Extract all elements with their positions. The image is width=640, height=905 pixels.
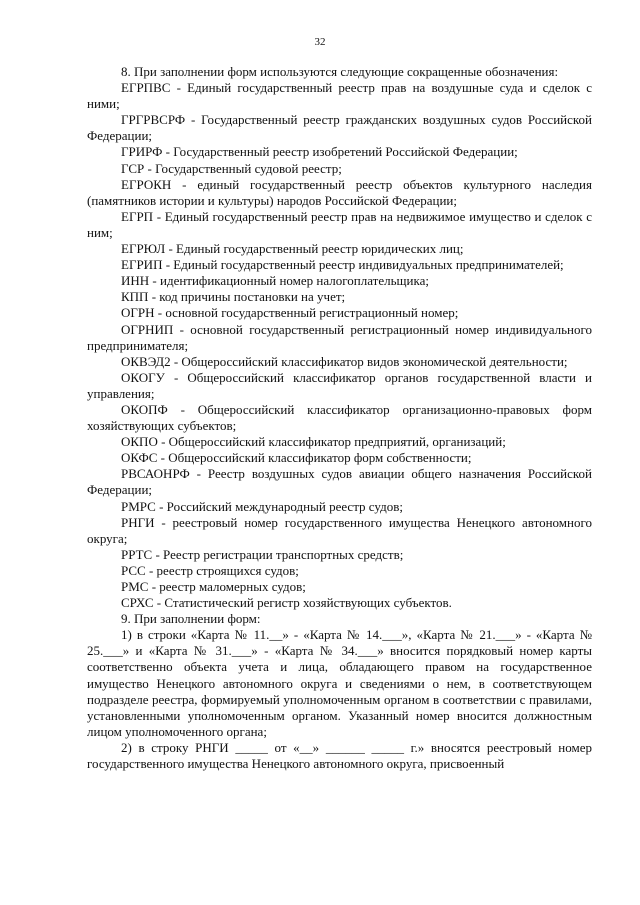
paragraph-kpp: КПП - код причины постановки на учет; bbox=[121, 289, 346, 305]
paragraph-okopf: ОКОПФ - Общероссийский классификатор организационно-правовых форм хозяйствующих субъектов; bbox=[87, 401, 596, 434]
paragraph-egrpvs: ЕГРПВС - Единый государственный реестр прав на воздушные суда и сделок с ними; bbox=[87, 80, 596, 112]
paragraph-srhs: СРХС - Статистический регистр хозяйствующих субъектов. bbox=[121, 595, 452, 611]
paragraph-egrip: ЕГРИП - Единый государственный реестр индивидуальных предпринимателей; bbox=[121, 257, 564, 273]
paragraph-item-2: 2) в строку РНГИ _____ от «__» ______ _____ г.» вносятся реестровый номер государственного имущества Ненецкого автономного округа, присвоенный bbox=[87, 739, 596, 772]
paragraph-okpo: ОКПО - Общероссийский классификатор предприятий, организаций; bbox=[121, 434, 506, 450]
paragraph-egryul: ЕГРЮЛ - Единый государственный реестр юридических лиц; bbox=[121, 241, 464, 257]
paragraph-okved2: ОКВЭД2 - Общероссийский классификатор видов экономической деятельности; bbox=[121, 353, 568, 369]
paragraph-egrp: ЕГРП - Единый государственный реестр прав на недвижимое имущество и сделок с ним; bbox=[87, 208, 596, 240]
paragraph-grirf: ГРИРФ - Государственный реестр изобретений Российской Федерации; bbox=[121, 144, 518, 160]
paragraph-item-1: 1) в строки «Карта № 11.__» - «Карта № 14.___», «Карта № 21.___» - «Карта № 25.___» и «Карта № 31.___» - «Карта № 34.___» вносится порядковый номер карты соответственно объекта учета и лица, обладающего правом на государственное имущество Ненецкого автономного округа и сведениями о нем, в соответствующем подразделе реестра, формируемый уполномоченным органом в соответствии с правилами, установленными уполномоченным органом. Указанный номер вносится должностным лицом уполномоченного органа; bbox=[87, 627, 596, 739]
paragraph-rvsaonrf: РВСАОНРФ - Реестр воздушных судов авиации общего назначения Российской Федерации; bbox=[87, 466, 596, 498]
paragraph-rrts: РРТС - Реестр регистрации транспортных средств; bbox=[121, 546, 404, 562]
paragraph-rmrs: РМРС - Российский международный реестр судов; bbox=[121, 498, 403, 514]
paragraph-okfs: ОКФС - Общероссийский классификатор форм собственности; bbox=[121, 450, 472, 466]
paragraph-abbreviations-intro: 8. При заполнении форм используются следующие сокращенные обозначения: bbox=[121, 64, 559, 79]
paragraph-grgrvsrf: ГРГРВСРФ - Государственный реестр гражданских воздушных судов Российской Федерации; bbox=[87, 112, 596, 144]
paragraph-ogrnip: ОГРНИП - основной государственный регистрационный номер индивидуального предпринимателя; bbox=[87, 321, 596, 353]
paragraph-ogrn: ОГРН - основной государственный регистрационный номер; bbox=[121, 305, 459, 321]
paragraph-gsr: ГСР - Государственный судовой реестр; bbox=[121, 160, 342, 176]
paragraph-forms-intro: 9. При заполнении форм: bbox=[121, 611, 261, 627]
paragraph-rss: РСС - реестр строящихся судов; bbox=[121, 562, 299, 578]
paragraph-rms: РМС - реестр маломерных судов; bbox=[121, 579, 306, 594]
paragraph-egrokn: ЕГРОКН - единый государственный реестр объектов культурного наследия (памятников истории и культуры) народов Российской Федерации; bbox=[87, 176, 596, 208]
paragraph-okogu: ОКОГУ - Общероссийский классификатор органов государственной власти и управления; bbox=[87, 369, 596, 401]
document-body bbox=[87, 64, 596, 772]
paragraph-rngi: РНГИ - реестровый номер государственного имущества Ненецкого автономного округа; bbox=[87, 514, 596, 546]
paragraph-inn: ИНН - идентификационный номер налогоплательщика; bbox=[121, 273, 429, 289]
page-number: 32 bbox=[314, 36, 326, 48]
